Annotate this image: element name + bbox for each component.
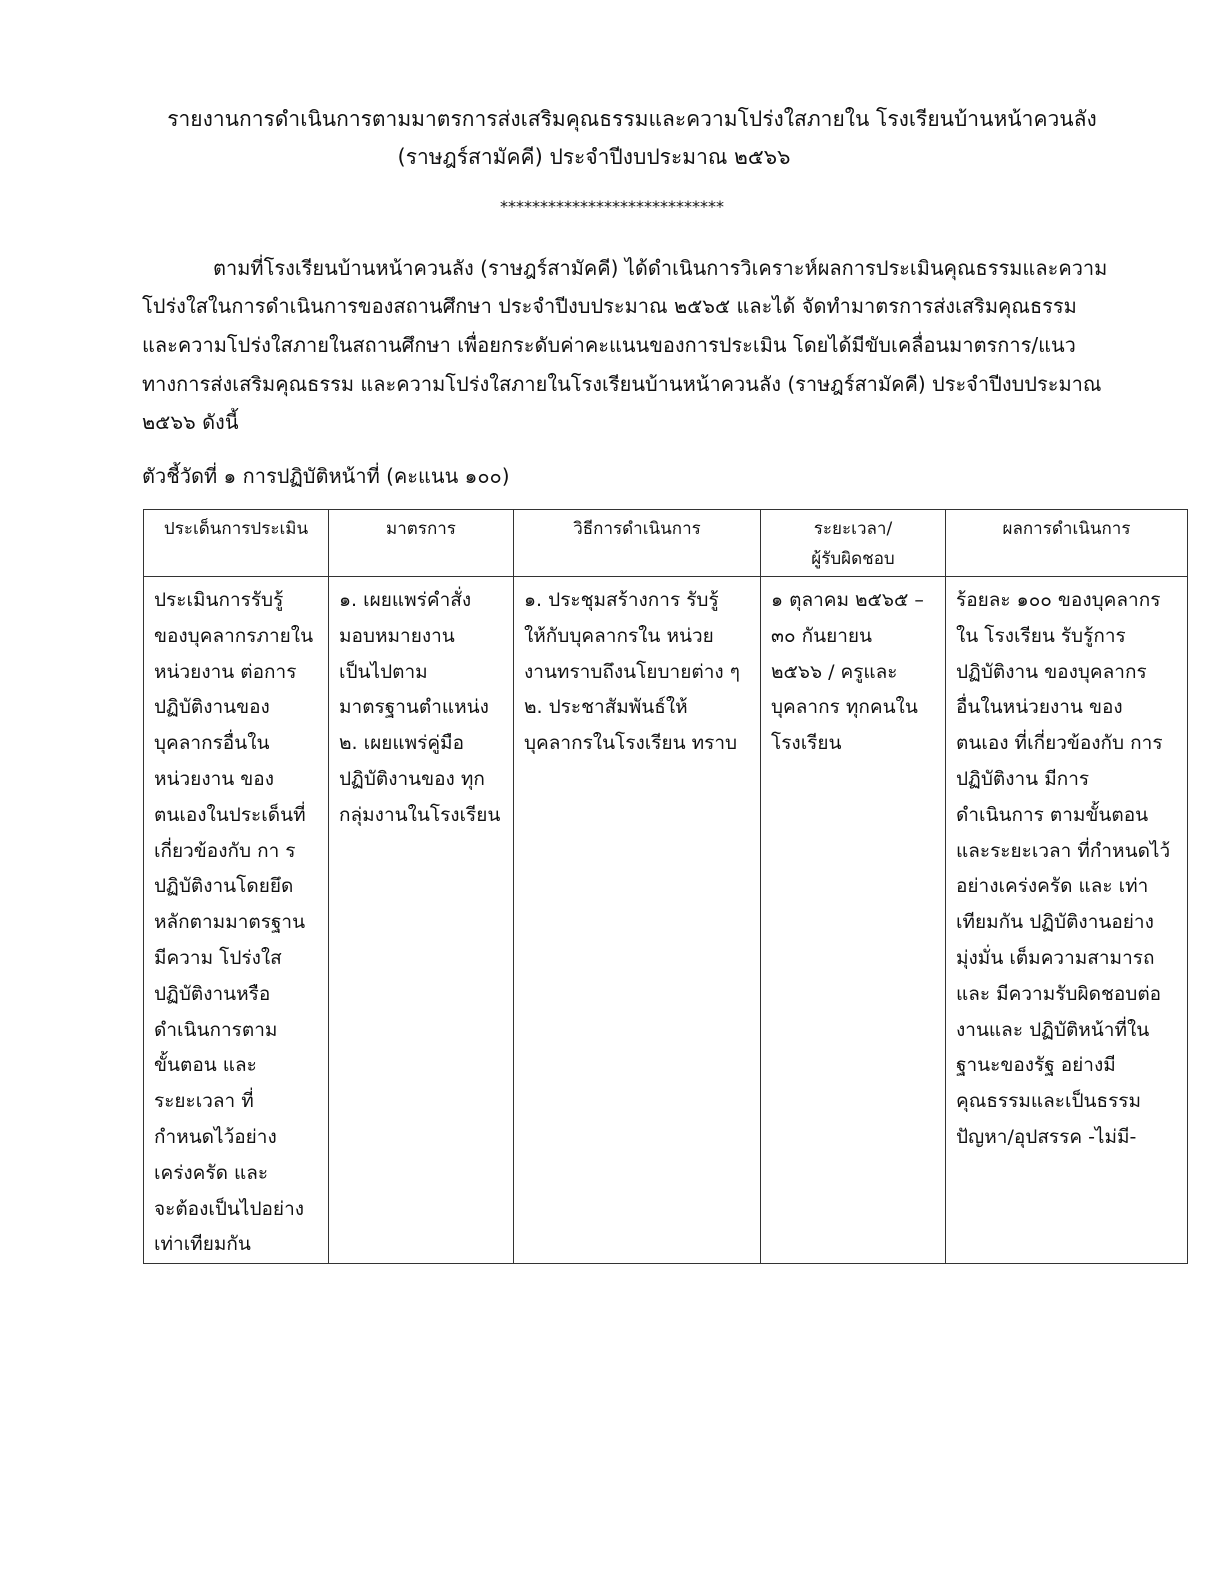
cell-line: งานทราบถึงนโยบายต่าง ๆ: [524, 660, 740, 683]
indicator-heading: ตัวชี้วัดที่ ๑ การปฏิบัติหน้าที่ (คะแนน ๑๐๐): [142, 464, 510, 488]
header-period-responsible: [761, 510, 946, 577]
header-results: ผลการดำเนินการ: [946, 510, 1188, 577]
header-assessment-issue: ประเด็นการประเมิน: [144, 510, 329, 577]
cell-line: ปฏิบัติงาน มีการ: [956, 767, 1090, 790]
cell-line: เท่าเทียมกัน: [154, 1233, 251, 1256]
intro-line: โปร่งใสในการดำเนินการของสถานศึกษา ประจำปีงบประมาณ ๒๕๖๕ และได้ จัดทำมาตรการส่งเสริมคุณธรรม: [142, 294, 1077, 318]
cell-line: ๓๐ กันยายน: [771, 624, 873, 647]
cell-line: ตนเองในประเด็นที่: [154, 803, 306, 826]
cell-line: กำหนดไว้อย่าง: [154, 1125, 277, 1148]
cell-line: ๑. ประชุมสร้างการ รับรู้: [524, 589, 719, 611]
cell-line: ๑. เผยแพร่คำสั่ง: [339, 589, 472, 611]
header-methods: วิธีการดำเนินการ: [514, 510, 761, 577]
cell-line: ปฏิบัติงานของ ทุก: [339, 767, 485, 790]
cell-line: คุณธรรมและเป็นธรรม: [956, 1090, 1142, 1113]
cell-line: มีความ โปร่งใส: [154, 946, 282, 969]
table-row: [144, 577, 1188, 1264]
cell-line: และ มีความรับผิดชอบต่อ: [956, 982, 1162, 1005]
cell-line: ฐานะของรัฐ อย่างมี: [956, 1054, 1116, 1077]
cell-line: ประเมินการรับรู้: [154, 589, 284, 611]
cell-line: ตนเอง ที่เกี่ยวข้องกับ การ: [956, 732, 1163, 755]
cell-line: ร้อยละ ๑๐๐ ของบุคลากร: [956, 589, 1161, 611]
cell-line: หน่วยงาน ต่อการ: [154, 660, 297, 683]
cell-line: ปฏิบัติงานของ: [154, 696, 270, 719]
cell-line: ๒. ประชาสัมพันธ์ให้: [524, 696, 688, 719]
cell-line: เคร่งครัด และ: [154, 1161, 269, 1184]
cell-line: ของบุคลากรภายใน: [154, 624, 314, 647]
cell-line: บุคลากร ทุกคนใน: [771, 696, 918, 719]
report-title-line-1: รายงานการดำเนินการตามมาตรการส่งเสริมคุณธรรมและความโปร่งใสภายใน โรงเรียนบ้านหน้าควนลัง: [167, 107, 1097, 131]
cell-line: ดำเนินการ ตามขั้นตอน: [956, 803, 1149, 826]
intro-line: ตามที่โรงเรียนบ้านหน้าควนลัง (ราษฎร์สามัคคี) ได้ดำเนินการวิเคราะห์ผลการประเมินคุณธรรมและความ: [213, 256, 1108, 280]
cell-line: ปัญหา/อุปสรรค -ไม่มี-: [956, 1125, 1137, 1148]
cell-line: เทียมกัน ปฏิบัติงานอย่าง: [956, 911, 1154, 934]
cell-line: กลุ่มงานในโรงเรียน: [339, 803, 501, 826]
cell-line: ระยะเวลา ที่: [154, 1090, 254, 1113]
cell-line: มุ่งมั่น เต็มความสามารถ: [956, 946, 1155, 969]
report-title-line-2: (ราษฎร์สามัคคี) ประจำปีงบประมาณ ๒๕๖๖: [397, 145, 791, 169]
cell-line: เป็นไปตาม: [339, 660, 428, 683]
cell-line: ขั้นตอน และ: [154, 1054, 257, 1077]
intro-line: ทางการส่งเสริมคุณธรรม และความโปร่งใสภายในโรงเรียนบ้านหน้าควนลัง (ราษฎร์สามัคคี) ประจำปีงบประมาณ: [142, 372, 1102, 396]
cell-line: และระยะเวลา ที่กำหนดไว้: [956, 839, 1171, 862]
cell-period-responsible: [761, 577, 946, 1264]
header-measures: มาตรการ: [329, 510, 514, 577]
cell-line: ปฏิบัติงานโดยยึด: [154, 875, 294, 898]
cell-line: หน่วยงาน ของ: [154, 767, 274, 790]
cell-line: มอบหมายงาน: [339, 624, 455, 647]
intro-line: และความโปร่งใสภายในสถานศึกษา เพื่อยกระดับค่าคะแนนของการประเมิน โดยได้มีขับเคลื่อนมาตรการ/แนว: [142, 333, 1076, 357]
table-header-row: [144, 510, 1188, 577]
cell-line: หลักตามมาตรฐาน: [154, 911, 306, 934]
header-responsible: ผู้รับผิดชอบ: [811, 549, 895, 569]
cell-line: ๒. เผยแพร่คู่มือ: [339, 732, 464, 755]
cell-methods: [514, 577, 761, 1264]
cell-line: มาตรฐานตำแหน่ง: [339, 696, 489, 719]
cell-line: อื่นในหน่วยงาน ของ: [956, 696, 1123, 719]
cell-measures: [329, 577, 514, 1264]
cell-line: เกี่ยวข้องกับ กา ร: [154, 839, 296, 862]
cell-results: [946, 577, 1188, 1264]
intro-line: ๒๕๖๖ ดังนี้: [142, 410, 239, 434]
cell-line: โรงเรียน: [771, 732, 842, 755]
cell-line: บุคลากรอื่นใน: [154, 732, 270, 755]
cell-line: ปฏิบัติงาน ของบุคลากร: [956, 660, 1147, 683]
cell-line: ให้กับบุคลากรใน หน่วย: [524, 624, 714, 647]
header-period: ระยะเวลา/: [813, 519, 893, 539]
cell-line: ๑ ตุลาคม ๒๕๖๕ –: [771, 589, 924, 611]
cell-line: บุคลากรในโรงเรียน ทราบ: [524, 732, 738, 755]
separator-stars: ****************************: [500, 197, 724, 216]
cell-line: ๒๕๖๖ / ครูและ: [771, 660, 898, 683]
cell-line: ปฏิบัติงานหรือ: [154, 982, 271, 1005]
cell-line: ใน โรงเรียน รับรู้การ: [956, 624, 1126, 647]
cell-line: อย่างเคร่งครัด และ เท่า: [956, 875, 1149, 898]
cell-line: งานและ ปฏิบัติหน้าที่ใน: [956, 1018, 1150, 1041]
assessment-table: [143, 509, 1188, 1264]
cell-assessment-issue: [144, 577, 329, 1264]
cell-line: จะต้องเป็นไปอย่าง: [154, 1197, 305, 1220]
cell-line: ดำเนินการตาม: [154, 1018, 278, 1041]
